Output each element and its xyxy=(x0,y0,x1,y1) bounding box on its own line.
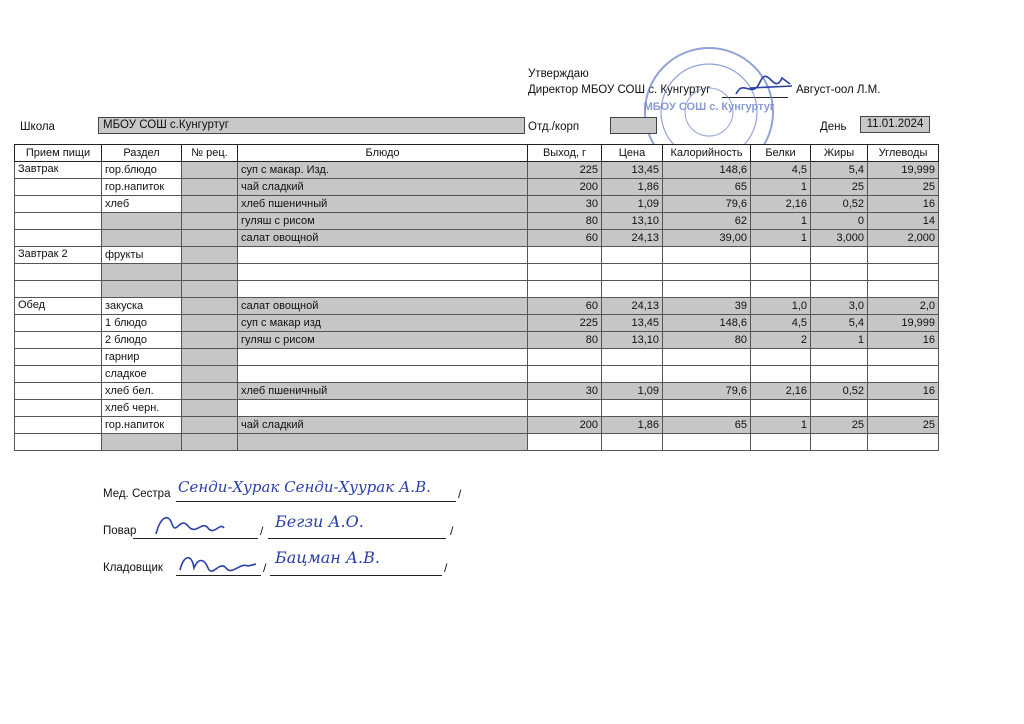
section-cell[interactable]: гарнир xyxy=(102,349,182,366)
fat-cell[interactable]: 5,4 xyxy=(811,162,868,179)
col-header-section: Раздел xyxy=(102,145,182,162)
yield-cell[interactable]: 225 xyxy=(528,162,602,179)
protein-cell[interactable] xyxy=(751,434,811,451)
carbs-cell[interactable]: 19,999 xyxy=(868,315,939,332)
price-cell[interactable] xyxy=(602,400,663,417)
section-cell[interactable] xyxy=(102,264,182,281)
meal-cell xyxy=(15,264,102,281)
dish-cell[interactable] xyxy=(238,349,528,366)
carbs-cell[interactable]: 14 xyxy=(868,213,939,230)
protein-cell[interactable] xyxy=(751,264,811,281)
protein-cell[interactable] xyxy=(751,400,811,417)
carbs-cell[interactable]: 25 xyxy=(868,417,939,434)
meal-cell xyxy=(15,434,102,451)
carbs-cell[interactable]: 19,999 xyxy=(868,162,939,179)
col-header-meal: Прием пищи xyxy=(15,145,102,162)
dish-cell[interactable] xyxy=(238,366,528,383)
meal-cell xyxy=(15,400,102,417)
yield-cell[interactable] xyxy=(528,366,602,383)
yield-cell[interactable]: 30 xyxy=(528,383,602,400)
dish-cell[interactable]: салат овощной xyxy=(238,298,528,315)
dish-cell[interactable] xyxy=(238,247,528,264)
fat-cell[interactable] xyxy=(811,264,868,281)
fat-cell[interactable] xyxy=(811,247,868,264)
carbs-cell[interactable]: 25 xyxy=(868,179,939,196)
dept-label: Отд./корп xyxy=(528,121,580,133)
section-cell[interactable]: 2 блюдо xyxy=(102,332,182,349)
carbs-cell[interactable] xyxy=(868,434,939,451)
carbs-cell[interactable]: 2,0 xyxy=(868,298,939,315)
price-cell[interactable] xyxy=(602,247,663,264)
section-cell[interactable] xyxy=(102,281,182,298)
cook-slash-2: / xyxy=(450,524,454,538)
recipe-cell[interactable] xyxy=(182,366,238,383)
col-header-protein: Белки xyxy=(751,145,811,162)
section-cell[interactable]: закуска xyxy=(102,298,182,315)
fat-cell[interactable]: 0,52 xyxy=(811,196,868,213)
dish-cell[interactable]: хлеб пшеничный xyxy=(238,383,528,400)
kcal-cell[interactable] xyxy=(663,434,751,451)
storekeeper-label: Кладовщик xyxy=(103,562,163,574)
dish-cell[interactable]: гуляш с рисом xyxy=(238,332,528,349)
carbs-cell[interactable] xyxy=(868,400,939,417)
kcal-cell[interactable]: 79,6 xyxy=(663,383,751,400)
carbs-cell[interactable] xyxy=(868,264,939,281)
kcal-cell[interactable]: 79,6 xyxy=(663,196,751,213)
recipe-cell[interactable] xyxy=(182,383,238,400)
table-row xyxy=(15,434,939,451)
protein-cell[interactable]: 2,16 xyxy=(751,196,811,213)
fat-cell[interactable]: 25 xyxy=(811,179,868,196)
protein-cell[interactable]: 4,5 xyxy=(751,315,811,332)
section-cell[interactable] xyxy=(102,434,182,451)
price-cell[interactable]: 13,10 xyxy=(602,213,663,230)
table-row xyxy=(15,264,939,281)
yield-cell[interactable] xyxy=(528,281,602,298)
kcal-cell[interactable]: 148,6 xyxy=(663,315,751,332)
day-label: День xyxy=(820,121,847,133)
section-cell[interactable]: сладкое xyxy=(102,366,182,383)
col-header-price: Цена xyxy=(602,145,663,162)
dish-cell[interactable]: чай сладкий xyxy=(238,417,528,434)
price-cell[interactable]: 13,10 xyxy=(602,332,663,349)
yield-cell[interactable] xyxy=(528,349,602,366)
table-row xyxy=(15,298,939,315)
table-row xyxy=(15,315,939,332)
yield-cell[interactable] xyxy=(528,400,602,417)
kcal-cell[interactable]: 62 xyxy=(663,213,751,230)
yield-cell[interactable] xyxy=(528,434,602,451)
col-header-carbs: Углеводы xyxy=(868,145,939,162)
fat-cell[interactable]: 0 xyxy=(811,213,868,230)
recipe-cell[interactable] xyxy=(182,349,238,366)
dish-cell[interactable]: хлеб пшеничный xyxy=(238,196,528,213)
recipe-cell[interactable] xyxy=(182,315,238,332)
protein-cell[interactable]: 1 xyxy=(751,213,811,230)
recipe-cell[interactable] xyxy=(182,179,238,196)
recipe-cell[interactable] xyxy=(182,332,238,349)
dish-cell[interactable]: суп с макар изд xyxy=(238,315,528,332)
table-row xyxy=(15,417,939,434)
fat-cell[interactable]: 5,4 xyxy=(811,315,868,332)
carbs-cell[interactable] xyxy=(868,366,939,383)
recipe-cell[interactable] xyxy=(182,434,238,451)
kcal-cell[interactable]: 148,6 xyxy=(663,162,751,179)
fat-cell[interactable]: 3,0 xyxy=(811,298,868,315)
price-cell[interactable]: 13,45 xyxy=(602,315,663,332)
table-row xyxy=(15,383,939,400)
kcal-cell[interactable]: 80 xyxy=(663,332,751,349)
meal-cell xyxy=(15,383,102,400)
section-cell[interactable]: хлеб xyxy=(102,196,182,213)
price-cell[interactable]: 1,86 xyxy=(602,179,663,196)
meal-cell xyxy=(15,179,102,196)
yield-cell[interactable] xyxy=(528,264,602,281)
price-cell[interactable] xyxy=(602,264,663,281)
day-field[interactable]: 11.01.2024 xyxy=(860,116,930,133)
table-row xyxy=(15,230,939,247)
yield-cell[interactable]: 80 xyxy=(528,332,602,349)
fat-cell[interactable]: 1 xyxy=(811,332,868,349)
kcal-cell[interactable]: 65 xyxy=(663,417,751,434)
approval-title: Утверждаю xyxy=(528,68,589,80)
protein-cell[interactable] xyxy=(751,366,811,383)
approval-position: Директор МБОУ СОШ с. Кунгуртуг xyxy=(528,84,711,96)
protein-cell[interactable]: 4,5 xyxy=(751,162,811,179)
fat-cell[interactable] xyxy=(811,281,868,298)
yield-cell[interactable]: 80 xyxy=(528,213,602,230)
protein-cell[interactable] xyxy=(751,281,811,298)
price-cell[interactable]: 24,13 xyxy=(602,230,663,247)
recipe-cell[interactable] xyxy=(182,298,238,315)
table-row xyxy=(15,247,939,264)
protein-cell[interactable]: 2 xyxy=(751,332,811,349)
section-cell[interactable]: гор.напиток xyxy=(102,417,182,434)
cook-name-line xyxy=(268,538,446,539)
yield-cell[interactable]: 30 xyxy=(528,196,602,213)
price-cell[interactable] xyxy=(602,434,663,451)
meal-cell xyxy=(15,417,102,434)
kcal-cell[interactable] xyxy=(663,264,751,281)
protein-cell[interactable]: 1 xyxy=(751,179,811,196)
table-header-row xyxy=(15,145,939,162)
meal-cell xyxy=(15,315,102,332)
yield-cell[interactable]: 60 xyxy=(528,230,602,247)
price-cell[interactable]: 1,09 xyxy=(602,383,663,400)
price-cell[interactable]: 1,09 xyxy=(602,196,663,213)
kcal-cell[interactable] xyxy=(663,349,751,366)
nurse-signature: Сенди-Хурак Сенди-Хуурак А.В. xyxy=(178,478,431,496)
price-cell[interactable]: 1,86 xyxy=(602,417,663,434)
price-cell[interactable] xyxy=(602,349,663,366)
section-cell[interactable] xyxy=(102,230,182,247)
dish-cell[interactable]: салат овощной xyxy=(238,230,528,247)
recipe-cell[interactable] xyxy=(182,213,238,230)
carbs-cell[interactable] xyxy=(868,349,939,366)
cook-name: Бегзи А.О. xyxy=(275,512,364,531)
dish-cell[interactable]: суп с макар. Изд. xyxy=(238,162,528,179)
col-header-dish: Блюдо xyxy=(238,145,528,162)
carbs-cell[interactable] xyxy=(868,247,939,264)
fat-cell[interactable]: 0,52 xyxy=(811,383,868,400)
protein-cell[interactable]: 2,16 xyxy=(751,383,811,400)
section-cell[interactable]: гор.блюдо xyxy=(102,162,182,179)
kcal-cell[interactable] xyxy=(663,281,751,298)
section-cell[interactable]: хлеб черн. xyxy=(102,400,182,417)
table-row xyxy=(15,213,939,230)
table-row xyxy=(15,162,939,179)
kcal-cell[interactable]: 39 xyxy=(663,298,751,315)
table-row xyxy=(15,366,939,383)
carbs-cell[interactable]: 16 xyxy=(868,196,939,213)
dish-cell[interactable]: чай сладкий xyxy=(238,179,528,196)
kcal-cell[interactable] xyxy=(663,400,751,417)
kcal-cell[interactable] xyxy=(663,366,751,383)
yield-cell[interactable]: 200 xyxy=(528,417,602,434)
fat-cell[interactable] xyxy=(811,400,868,417)
section-cell[interactable]: 1 блюдо xyxy=(102,315,182,332)
director-signature xyxy=(730,70,800,104)
col-header-yield: Выход, г xyxy=(528,145,602,162)
school-label: Школа xyxy=(20,121,55,133)
yield-cell[interactable]: 225 xyxy=(528,315,602,332)
recipe-cell[interactable] xyxy=(182,400,238,417)
dish-cell[interactable] xyxy=(238,434,528,451)
meal-cell xyxy=(15,230,102,247)
protein-cell[interactable] xyxy=(751,349,811,366)
carbs-cell[interactable]: 16 xyxy=(868,332,939,349)
price-cell[interactable]: 24,13 xyxy=(602,298,663,315)
storekeeper-slash-1: / xyxy=(263,561,267,575)
seal-text: МБОУ СОШ с. Кунгуртуг xyxy=(643,101,775,113)
price-cell[interactable]: 13,45 xyxy=(602,162,663,179)
recipe-cell[interactable] xyxy=(182,162,238,179)
fat-cell[interactable]: 3,000 xyxy=(811,230,868,247)
cook-label: Повар xyxy=(103,525,137,537)
price-cell[interactable] xyxy=(602,366,663,383)
carbs-cell[interactable] xyxy=(868,281,939,298)
fat-cell[interactable] xyxy=(811,366,868,383)
storekeeper-slash-2: / xyxy=(444,561,448,575)
recipe-cell[interactable] xyxy=(182,230,238,247)
kcal-cell[interactable]: 65 xyxy=(663,179,751,196)
storekeeper-name: Бацман А.В. xyxy=(275,548,380,567)
meal-cell xyxy=(15,213,102,230)
section-cell[interactable]: фрукты xyxy=(102,247,182,264)
fat-cell[interactable] xyxy=(811,434,868,451)
section-cell[interactable]: хлеб бел. xyxy=(102,383,182,400)
meal-cell xyxy=(15,281,102,298)
meal-cell xyxy=(15,349,102,366)
menu-table xyxy=(14,144,939,451)
dish-cell[interactable] xyxy=(238,281,528,298)
carbs-cell[interactable]: 2,000 xyxy=(868,230,939,247)
storekeeper-signature xyxy=(176,548,260,578)
nurse-signature-line xyxy=(176,501,456,502)
kcal-cell[interactable] xyxy=(663,247,751,264)
cook-signature xyxy=(150,508,230,540)
storekeeper-name-line xyxy=(270,575,442,576)
meal-cell xyxy=(15,366,102,383)
recipe-cell[interactable] xyxy=(182,196,238,213)
yield-cell[interactable]: 60 xyxy=(528,298,602,315)
protein-cell[interactable]: 1 xyxy=(751,230,811,247)
nurse-label: Мед. Сестра xyxy=(103,488,171,500)
table-row xyxy=(15,196,939,213)
protein-cell[interactable] xyxy=(751,247,811,264)
fat-cell[interactable] xyxy=(811,349,868,366)
yield-cell[interactable] xyxy=(528,247,602,264)
table-row xyxy=(15,332,939,349)
table-row xyxy=(15,179,939,196)
protein-cell[interactable]: 1 xyxy=(751,417,811,434)
meal-cell: Завтрак xyxy=(15,162,102,179)
table-row xyxy=(15,400,939,417)
recipe-cell[interactable] xyxy=(182,264,238,281)
nurse-slash: / xyxy=(458,487,462,501)
kcal-cell[interactable]: 39,00 xyxy=(663,230,751,247)
approval-name: Август-оол Л.М. xyxy=(796,84,881,96)
section-cell[interactable]: гор.напиток xyxy=(102,179,182,196)
price-cell[interactable] xyxy=(602,281,663,298)
meal-cell xyxy=(15,332,102,349)
meal-cell: Обед xyxy=(15,298,102,315)
meal-cell xyxy=(15,196,102,213)
col-header-fat: Жиры xyxy=(811,145,868,162)
recipe-cell[interactable] xyxy=(182,247,238,264)
cook-slash-1: / xyxy=(260,524,264,538)
section-cell[interactable] xyxy=(102,213,182,230)
dept-field[interactable] xyxy=(610,117,657,134)
fat-cell[interactable]: 25 xyxy=(811,417,868,434)
col-header-kcal: Калорийность xyxy=(663,145,751,162)
table-row xyxy=(15,349,939,366)
protein-cell[interactable]: 1,0 xyxy=(751,298,811,315)
dish-cell[interactable]: гуляш с рисом xyxy=(238,213,528,230)
dish-cell[interactable] xyxy=(238,400,528,417)
yield-cell[interactable]: 200 xyxy=(528,179,602,196)
recipe-cell[interactable] xyxy=(182,417,238,434)
recipe-cell[interactable] xyxy=(182,281,238,298)
school-field[interactable]: МБОУ СОШ с.Кунгуртуг xyxy=(98,117,525,134)
table-row xyxy=(15,281,939,298)
carbs-cell[interactable]: 16 xyxy=(868,383,939,400)
dish-cell[interactable] xyxy=(238,264,528,281)
meal-cell: Завтрак 2 xyxy=(15,247,102,264)
col-header-recipe: № рец. xyxy=(182,145,238,162)
